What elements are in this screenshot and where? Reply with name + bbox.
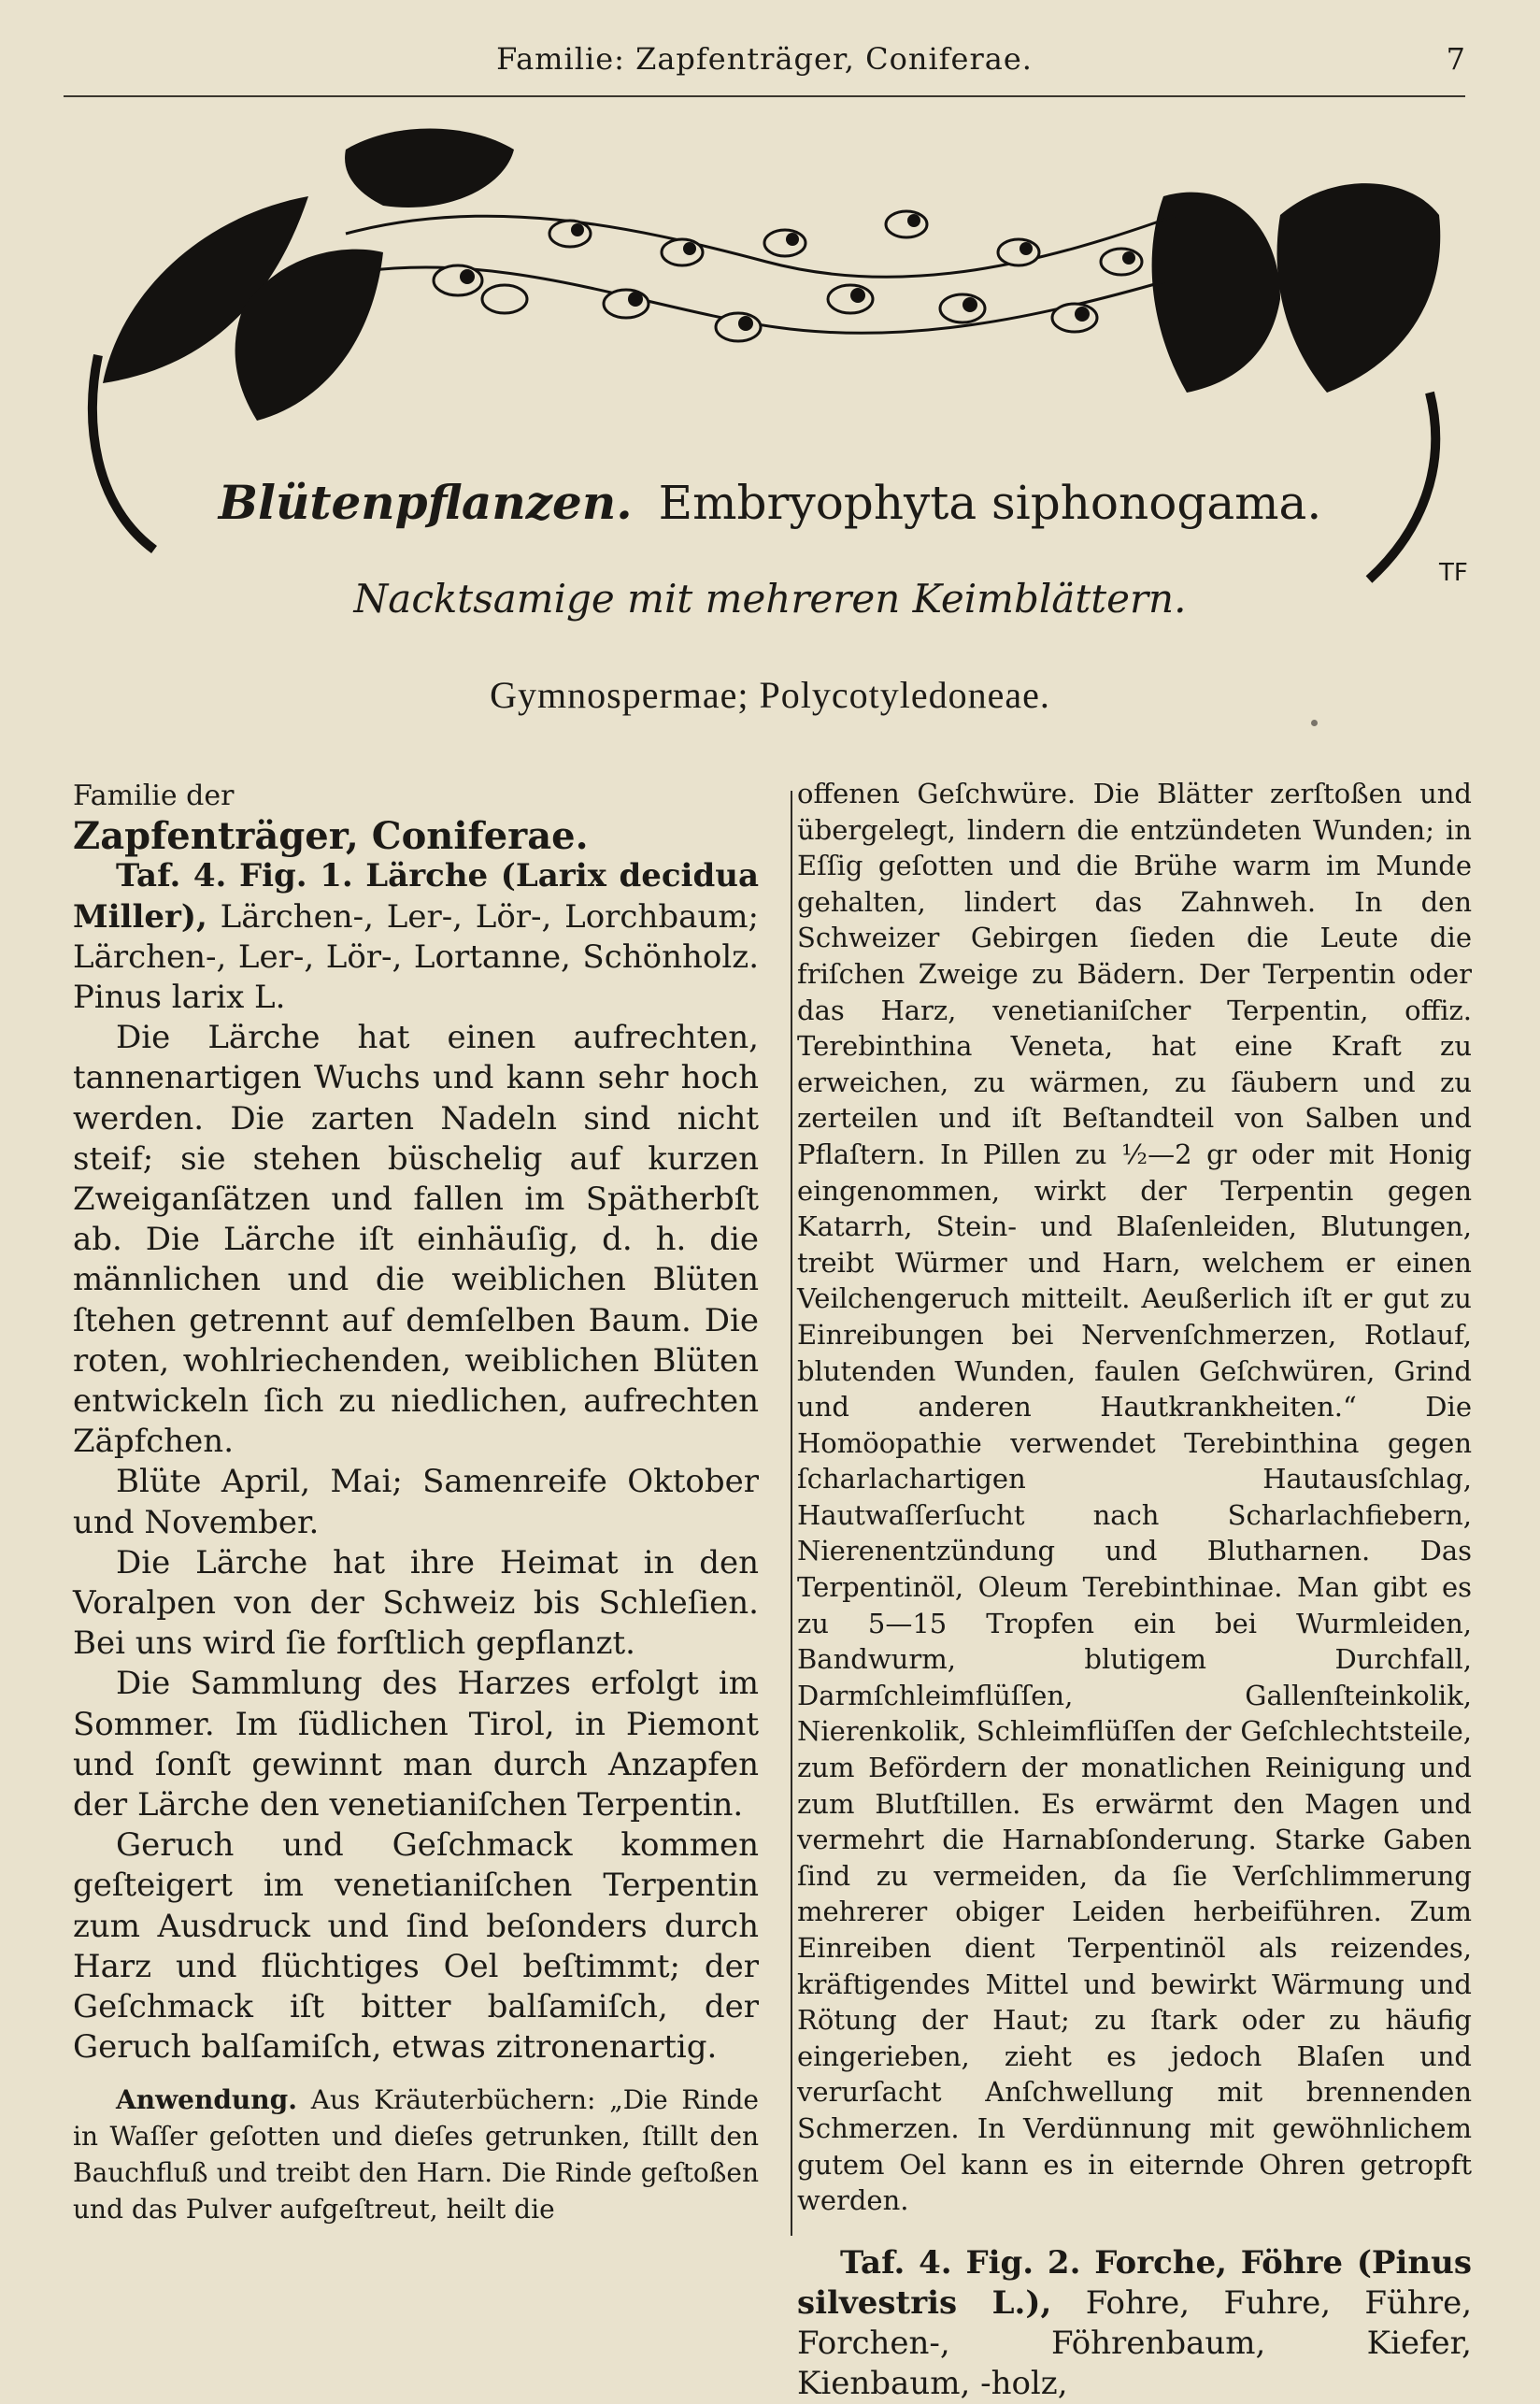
main-title [0,475,1540,530]
entry-synonym: Pinus larix L. [73,979,286,1017]
page-number: 7 [1446,41,1465,77]
paragraph: Blüte April, Mai; Samenreife Oktober und November. [73,1463,759,1541]
left-column [73,776,759,2227]
running-title: Familie: Zapfenträger, Coniferae. [496,41,1033,77]
main-title-latin: Embryophyta siphonogama. [658,476,1322,530]
paragraph: Die Sammlung des Harzes erfolgt im Sommer. Im ſüdlichen Tirol, in Piemont und ſonſt gewinnt man durch Anzapfen der Lärche den venetianiſchen Terpentin. [73,1665,759,1824]
entry-head: Taf. 4. Fig. 2. Forche, Föhre (Pinus silvestris L.), [797,2243,1472,2322]
entry-names: Fohre, Fuhre, Führe, Forchen-, Föhrenbaum, Kiefer, Kienbaum, -holz, [797,2283,1473,2402]
usage-paragraph [73,2082,759,2227]
usage-label: Anwendung. [116,2083,297,2115]
right-column [797,776,1472,2404]
paragraph: Die Lärche hat einen aufrechten, tannenartigen Wuchs und kann sehr hoch werden. Die zarten Nadeln sind nicht steif; sie stehen büschelig auf kurzen Zweiganſätzen und fallen im Spätherbſt ab. Die Lärche iſt einhäuſig, d. h. die männlichen und die weiblichen Blüten ſtehen getrennt auf demſelben Baum. Die roten, wohlriechenden, weiblichen Blüten entwickeln ſich zu niedlichen, aufrechten Zäpfchen. [73,1019,759,1461]
paragraph: offenen Geſchwüre. Die Blätter zerſtoßen und übergelegt, lindern die entzündeten Wunden; in Eſſig geſotten und die Brühe warm im Munde gehalten, lindert das Zahnweh. In den Schweizer Gebirgen ſieden die Leute die friſchen Zweige zu Bädern. Der Terpentin oder das Harz, venetianiſcher Terpentin, offiz. Terebinthina Veneta, hat eine Kraft zu erweichen, zu wärmen, zu ſäubern und zu zerteilen und iſt Beſtandteil von Salben und Pflaſtern. In Pillen zu ½—2 gr oder mit Honig eingenommen, wirkt der Terpentin gegen Katarrh, Stein- und Blaſenleiden, Blutungen, treibt Würmer und Harn, welchem er einen Veilchengeruch mitteilt. Aeußerlich iſt er gut zu Einreibungen bei Nervenſchmerzen, Rotlauf, blutenden Wunden, faulen Geſchwüren, Grind und anderen Hautkrankheiten.“ Die Homöopathie verwendet Terebinthina gegen ſcharlachartigen Hautausſchlag, Hautwaſſerſucht nach Scharlachfiebern, Nierenentzündung und Blutharnen. Das Terpentinöl, Oleum Terebinthinae. Man gibt es zu 5—15 Tropfen ein bei Wurmleiden, Bandwurm, blutigem Durchfall, Darmſchleimflüſſen, Gallenſteinkolik, Nierenkolik, Schleimflüſſen der Geſchlechtsteile, zum Befördern der monatlichen Reinigung und zum Blutſtillen. Es erwärmt den Magen und vermehrt die Harnabſonderung. Starke Gaben ſind zu vermeiden, da ſie Verſchlimmerung mehrerer obiger Leiden herbeiführen. Zum Einreiben dient Terpentinöl als reizendes, kräftigendes Mittel und bewirkt Wärmung und Rötung der Haut; zu ſtark oder zu häufig eingerieben, zieht es jedoch Blaſen und verurſacht Anſchwellung mit brennenden Schmerzen. In Verdünnung mit gewöhnlichem gutem Oel kann es in eiternde Ohren getropft werden. [797,778,1472,2217]
subtitle-german: Nacktsamige mit mehreren Keimblättern. [353,576,1187,622]
usage-text: Aus Kräuterbüchern: „Die Rinde in Waſſer geſotten und dieſes getrunken, ſtillt den Bauchfluß und treibt den Harn. Die Rinde geſtoßen und das Pulver aufgeſtreut, heilt die [73,2083,759,2225]
artist-monogram: TF [1439,559,1468,587]
entry-lead [73,856,759,1018]
page-header [64,41,1465,97]
family-label: Familie der [73,780,235,812]
entry-head: Taf. 4. Fig. 1. Lärche (Larix decidua Miller), [73,857,759,936]
paragraph: Geruch und Geſchmack kommen geſteigert im venetianiſchen Terpentin zum Ausdruck und ſind beſonders durch Harz und flüchtiges Oel beſtimmt; der Geſchmack iſt bitter balſamiſch, der Geruch balſamiſch, etwas zitronenartig. [73,1826,759,2067]
paragraph: Die Lärche hat ihre Heimat in den Voralpen von der Schweiz bis Schleſien. Bei uns wird ſie forſtlich gepflanzt. [73,1543,759,1663]
column-divider [791,791,792,2236]
entry-names: Lärchen-, Ler-, Lör-, Lorchbaum; Lärchen-, Ler-, Lör-, Lortanne, Schönholz. [73,897,759,976]
entry-lead [797,2243,1472,2404]
subtitle-latin: Gymnospermae; Polycotyledoneae. [490,674,1050,716]
print-speck [1311,720,1318,726]
main-title-german: Blütenpflanzen. [218,475,633,530]
floral-ornament-illustration [65,112,1476,636]
family-heading: Zapfenträger, Coniferae. [73,814,589,859]
